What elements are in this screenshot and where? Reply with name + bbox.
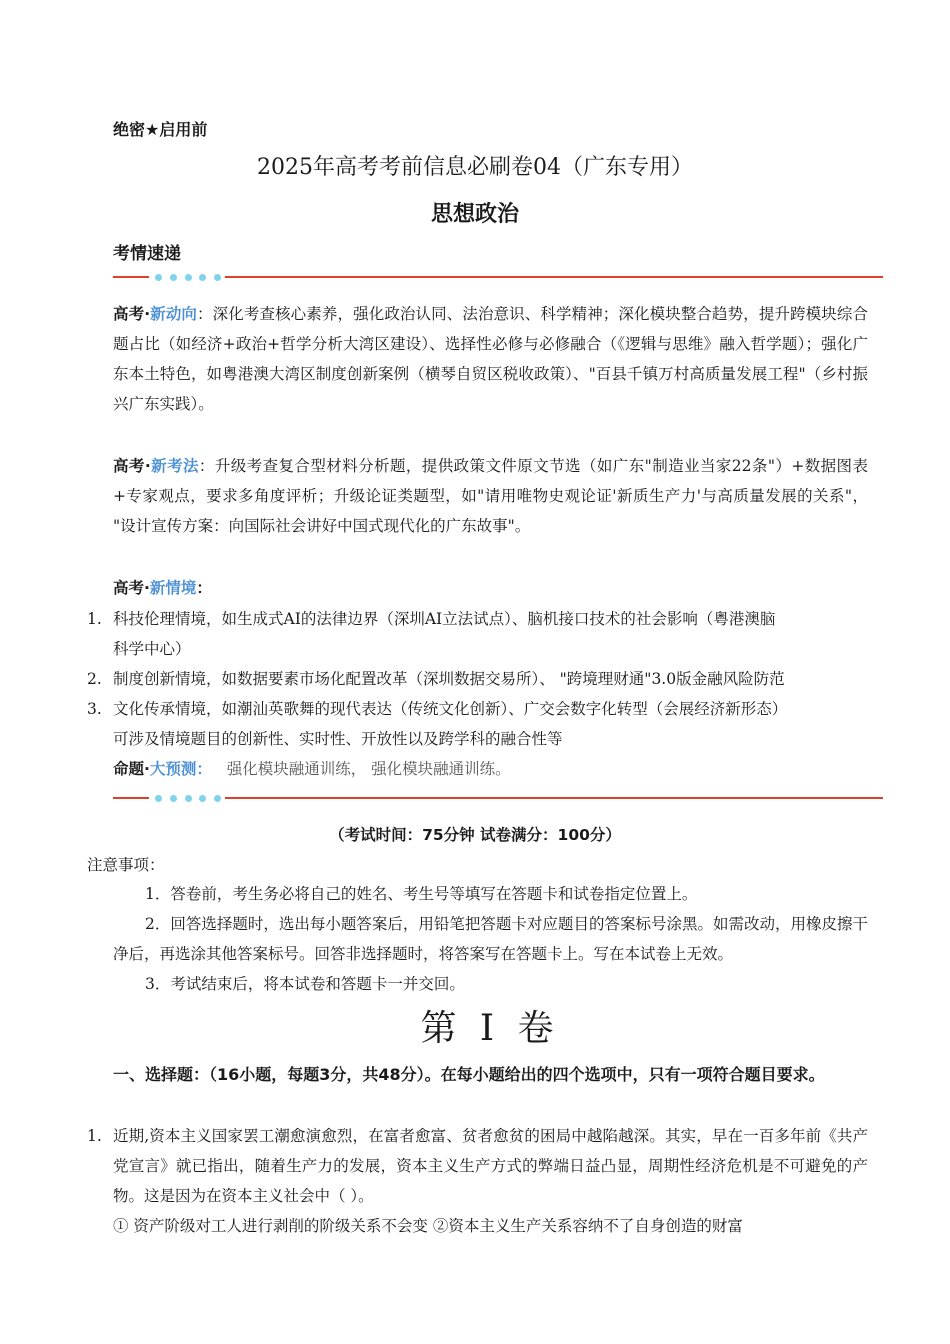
question-1 [87, 1121, 868, 1241]
prediction-paragraph: 命题·大预测： 强化模块融通训练， 强化模块融通训练。 [113, 760, 511, 778]
divider-bottom [113, 791, 883, 803]
question-number: 1. [87, 1127, 102, 1145]
context-item: 2. 制度创新情境，如数据要素市场化配置改革（深圳数据交易所）、 "跨境理财通"3.0版金融风险防范 [87, 670, 785, 688]
secret-label: 绝密★启用前 [113, 120, 208, 139]
section1-heading: 一、选择题：（16小题，每题3分，共48分）。在每小题给出的四个选项中，只有一项符合题目要求。 [113, 1065, 825, 1084]
question-options: ① 资产阶级对工人进行剥削的阶级关系不会变 ②资本主义生产关系容纳不了自身创造的财富 [113, 1217, 743, 1235]
new-method-paragraph: 高考·新考法：升级考查复合型材料分析题，提供政策文件原文节选（如广东"制造业当家22条"）+数据图表+专家观点，要求多角度评析；升级论证类题型，如"请用唯物史观论证'新质生产力'与高质量发展的关系"， "设计宣传方案：向国际社会讲好中国式现代化的广东故事"。 [113, 457, 868, 535]
notice-item: 2．回答选择题时，选出每小题答案后，用铅笔把答题卡对应题目的答案标号涂黑。如需改动，用橡皮擦干净后，再选涂其他答案标号。回答非选择题时，将答案写在答题卡上。写在本试卷上无效。 [113, 915, 868, 963]
context-item: 1. 科技伦理情境，如生成式AI的法律边界（深圳AI立法试点）、脑机接口技术的社会影响（粤港澳脑 科学中心） [87, 610, 776, 658]
notice-title: 注意事项： [87, 856, 165, 874]
new-context-heading: 高考·新情境： [113, 579, 212, 597]
new-context-label: 新情境 [149, 579, 197, 597]
subject-title: 思想政治 [430, 202, 519, 227]
context-item: 3. 文化传承情境，如潮汕英歌舞的现代表达（传统文化创新）、广交会数字化转型（会展经济新形态） 可涉及情境题目的创新性、实时性、开放性以及跨学科的融合性等 [87, 700, 788, 748]
notice-item: 1．答卷前，考生务必将自己的姓名、考生号等填写在答题卡和试卷指定位置上。 [145, 885, 698, 903]
volume-title: 第 I 卷 [420, 1008, 560, 1049]
brief-heading: 考情速递 [113, 244, 181, 264]
paper-title: 2025年高考考前信息必刷卷04（广东专用） [257, 155, 693, 180]
notice-item: 3．考试结束后，将本试卷和答题卡一并交回。 [145, 975, 465, 993]
prediction-label: 大预测 [149, 760, 197, 778]
new-method-label: 新考法 [150, 457, 199, 475]
new-direction-paragraph: 高考·新动向：深化考查核心素养，强化政治认同、法治意识、科学精神；深化模块整合趋势，提升跨模块综合题占比（如经济+政治+哲学分析大湾区建设）、选择性必修与必修融合（《逻辑与思维》融入哲学题）；强化广东本土特色，如粤港澳大湾区制度创新案例（横琴自贸区税收政策）、"百县千镇万村高质量发展工程"（乡村振兴广东实践）。 [113, 305, 868, 413]
new-direction-label: 新动向 [150, 305, 198, 323]
exam-info: （考试时间：75分钟 试卷满分：100分） [329, 826, 621, 844]
divider-top [113, 270, 883, 282]
question-stem: 近期,资本主义国家罢工潮愈演愈烈，在富者愈富、贫者愈贫的困局中越陷越深。其实，早在一百多年前《共产党宣言》就已指出，随着生产力的发展，资本主义生产方式的弊端日益凸显，周期性经济危机是不可避免的产物。这是因为在资本主义社会中（ ）。 [113, 1127, 868, 1205]
